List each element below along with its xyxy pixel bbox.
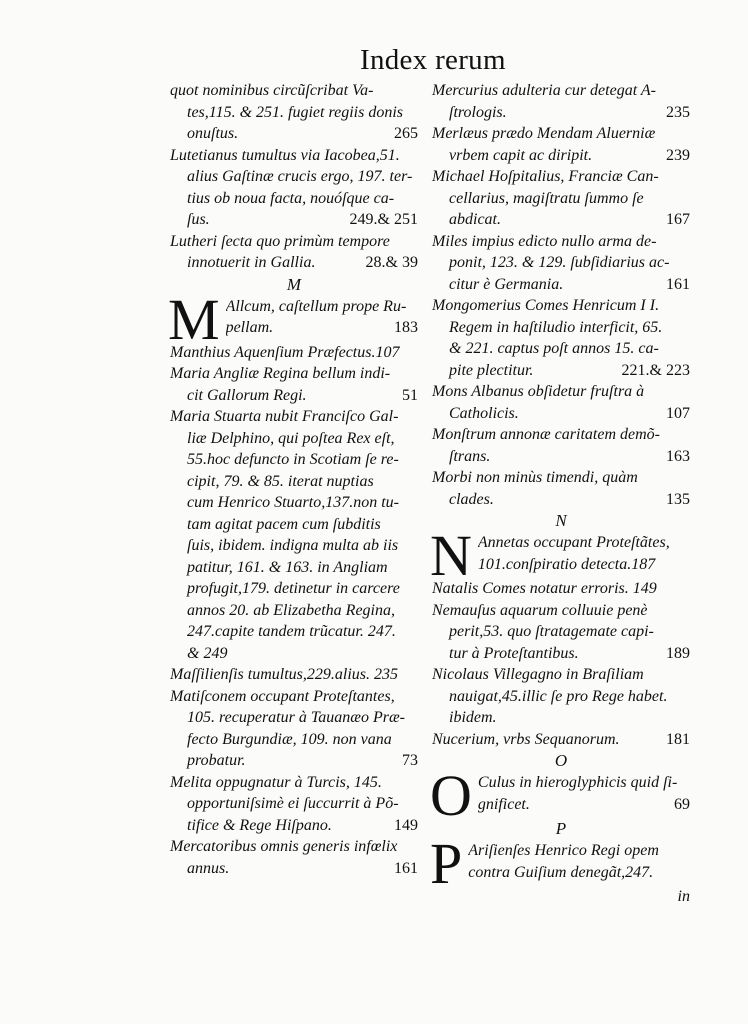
entry-text: Culus in hieroglyphicis quid ſi- <box>477 774 678 791</box>
index-entry-line <box>432 664 690 686</box>
index-entry-line <box>170 643 418 665</box>
index-entry-line <box>170 793 418 815</box>
entry-text: 101.conſpiratio detecta.187 <box>477 555 656 573</box>
entry-text: Lutetianus tumultus via Iacobea,51. <box>170 146 400 164</box>
entry-text: perit,53. quo ſtratagemate capi- <box>449 623 654 640</box>
index-entry-line <box>170 406 418 428</box>
entry-text: Morbi non minùs timendi, quàm <box>432 469 638 486</box>
entry-text: cum Henrico Stuarto,137.non tu- <box>187 494 399 511</box>
entry-text: Mons Albanus obſidetur fruſtra à <box>432 383 645 400</box>
entry-text: clades. <box>449 490 494 508</box>
entry-text: tur à Proteſtantibus. <box>449 644 579 662</box>
entry-text: & 249 <box>187 644 228 662</box>
index-entry-line <box>170 707 418 729</box>
page-reference: 249.& 251 <box>349 211 418 228</box>
entry-text: Matiſconem occupant Proteſtantes, <box>170 687 395 705</box>
entry-text: Lutheri ſecta quo primùm tempore <box>170 232 390 250</box>
index-entry-line <box>432 729 690 751</box>
index-entry <box>432 578 690 600</box>
index-entry <box>170 342 418 364</box>
index-entry-line <box>432 600 690 622</box>
index-entry-line <box>432 252 690 274</box>
index-column-left <box>170 80 418 879</box>
index-entry-line <box>170 492 418 514</box>
index-entry-line <box>478 794 690 816</box>
page-reference: 235 <box>666 103 690 121</box>
index-entry <box>170 80 418 145</box>
index-entry-line <box>478 532 690 554</box>
index-entry-line <box>432 231 690 253</box>
index-entry-line <box>170 80 418 102</box>
entry-text: Miles impius edicto nullo arma de- <box>432 232 657 250</box>
entry-text: Catholicis. <box>449 404 519 422</box>
index-entry-line <box>468 862 690 884</box>
page-reference: 161 <box>666 275 690 293</box>
letter-heading: M <box>286 274 302 294</box>
index-entry-line <box>170 428 418 450</box>
index-entry <box>432 381 690 424</box>
index-entry-line <box>170 145 418 167</box>
entry-text: ſtrans. <box>449 447 491 465</box>
index-entry-line <box>170 772 418 794</box>
index-entry <box>432 80 690 123</box>
index-entry-line <box>170 342 418 364</box>
page-header-title: Index rerum <box>360 44 506 76</box>
index-entry-line <box>170 471 418 493</box>
drop-cap: N <box>430 523 472 588</box>
entry-text: Maria Stuarta nubit Franciſco Gal- <box>170 408 399 425</box>
drop-cap: M <box>168 286 220 352</box>
entry-text: Nemauſus aquarum colluuie penè <box>432 601 648 619</box>
index-entry <box>432 166 690 231</box>
index-entry <box>432 600 690 665</box>
index-entry <box>170 231 418 274</box>
index-entry-line <box>432 102 690 124</box>
index-entry-line <box>432 643 690 665</box>
catchword: in <box>677 888 690 905</box>
page-reference: 161 <box>394 859 418 877</box>
index-entry-line <box>432 80 690 102</box>
page-reference: 167 <box>666 211 690 228</box>
entry-text: abdicat. <box>449 211 501 228</box>
entry-text: profugit,179. detinetur in carcere <box>187 580 400 597</box>
entry-text: Natalis Comes notatur erroris. 149 <box>432 580 657 597</box>
entry-text: & 221. captus poſt annos 15. ca- <box>449 340 659 357</box>
index-entry-line <box>170 729 418 751</box>
index-entry-line <box>468 840 690 862</box>
index-entry-line <box>432 467 690 489</box>
index-entry-line <box>170 514 418 536</box>
entry-text: tam agitat pacem cum ſubditis <box>187 515 381 533</box>
index-entry-line <box>170 449 418 471</box>
entry-text: ſtrologis. <box>449 103 507 121</box>
index-entry <box>430 831 690 896</box>
index-entry-line <box>170 686 418 708</box>
entry-text: liæ Delphino, qui poſtea Rex eſt, <box>187 429 395 447</box>
index-entry-line <box>170 209 418 231</box>
letter-heading: P <box>555 819 567 838</box>
index-entry-line <box>170 836 418 858</box>
index-entry <box>170 363 418 406</box>
entry-text: Annetas occupant Proteſtãtes, <box>477 534 670 551</box>
index-entry-line <box>170 363 418 385</box>
index-entry-line <box>432 188 690 210</box>
page-reference: 163 <box>666 447 690 465</box>
index-entry <box>430 763 690 828</box>
page-reference: 51 <box>402 386 418 404</box>
entry-text: 55.hoc defuncto in Scotiam ſe re- <box>187 451 399 468</box>
index-entry <box>170 836 418 879</box>
entry-text: 105. recuperatur à Tauanæo Præ- <box>187 709 405 726</box>
entry-text: Nicolaus Villegagno in Braſiliam <box>432 666 644 683</box>
index-entry-line <box>432 707 690 729</box>
index-entry-line <box>432 381 690 403</box>
index-entry <box>170 145 418 231</box>
entry-text: tius ob noua facta, nouóſque ca- <box>187 189 395 207</box>
entry-text: quot nominibus circũſcribat Va- <box>170 82 374 99</box>
entry-text: Mercatoribus omnis generis infœlix <box>170 838 398 855</box>
entry-text: ponit, 123. & 129. ſubſidiarius ac- <box>449 254 670 271</box>
index-entry-line <box>170 535 418 557</box>
entry-text: Maſſilienſis tumultus,229.alius. 235 <box>170 666 399 683</box>
index-entry-line <box>432 295 690 317</box>
entry-text: ſus. <box>187 211 210 228</box>
page-reference: 189 <box>666 644 690 662</box>
page-reference: 265 <box>394 125 418 142</box>
index-entry <box>432 467 690 510</box>
index-entry <box>432 231 690 296</box>
entry-text: patitur, 161. & 163. in Angliam <box>187 558 388 576</box>
index-entry-line <box>432 424 690 446</box>
index-entry-line <box>170 123 418 145</box>
entry-text: innotuerit in Gallia. <box>187 254 316 271</box>
entry-text: cellarius, magiſtratu ſummo ſe <box>449 189 644 207</box>
entry-text: annos 20. ab Elizabetha Regina, <box>187 601 395 619</box>
index-entry-line <box>432 145 690 167</box>
entry-text: probatur. <box>187 752 246 769</box>
index-entry <box>170 664 418 686</box>
index-entry-line <box>432 578 690 600</box>
entry-text: alius Gaſtinæ crucis ergo, 197. ter- <box>187 168 413 185</box>
index-entry-line <box>170 166 418 188</box>
index-entry-line <box>170 621 418 643</box>
index-entry-line <box>170 102 418 124</box>
index-entry-line <box>432 317 690 339</box>
index-entry-line <box>226 317 418 339</box>
entry-text: annus. <box>187 859 230 877</box>
index-entry-line <box>432 360 690 382</box>
index-entry-line <box>170 858 418 880</box>
page-reference: 181 <box>666 730 690 748</box>
entry-text: onuſtus. <box>187 125 239 142</box>
entry-text: Ariſienſes Henrico Regi opem <box>468 842 659 859</box>
entry-text: gnificet. <box>477 795 530 813</box>
index-entry-line <box>170 600 418 622</box>
index-entry-line <box>170 664 418 686</box>
entry-text: Merlæus prædo Mendam Aluerniæ <box>432 125 656 142</box>
entry-text: Manthius Aquenſium Præfectus.107 <box>170 343 400 361</box>
page-reference: 135 <box>666 490 690 508</box>
index-entry-line <box>170 385 418 407</box>
index-entry <box>170 772 418 837</box>
index-entry-line <box>170 557 418 579</box>
index-entry <box>432 295 690 381</box>
index-entry-line <box>170 815 418 837</box>
page-reference: 221.& 223 <box>621 361 690 379</box>
entry-text: Monſtrum annonæ caritatem demõ- <box>432 426 660 443</box>
index-entry <box>432 664 690 729</box>
page-reference: 69 <box>674 795 690 813</box>
drop-cap: O <box>430 763 472 828</box>
index-entry-line <box>432 403 690 425</box>
entry-text: Mercurius adulteria cur detegat A- <box>432 82 656 99</box>
index-entry-line <box>170 252 418 274</box>
page-reference: 149 <box>394 816 418 834</box>
index-entry-line <box>170 750 418 772</box>
entry-text: vrbem capit ac diripit. <box>449 146 593 164</box>
index-entry-line <box>432 123 690 145</box>
entry-text: citur è Germania. <box>449 275 564 293</box>
entry-text: cipit, 79. & 85. iterat nuptias <box>187 472 374 490</box>
index-entry <box>430 523 690 588</box>
entry-text: contra Guiſium denegãt,247. <box>468 863 654 881</box>
page-reference: 239 <box>666 146 690 164</box>
index-entry-line <box>432 274 690 296</box>
entry-text: fecto Burgundiæ, 109. non vana <box>187 730 392 748</box>
page-reference: 107 <box>666 404 690 422</box>
entry-text: ibidem. <box>449 709 497 726</box>
entry-text: Mongomerius Comes Henricum I I. <box>432 297 660 314</box>
letter-heading: N <box>555 511 567 530</box>
entry-text: tifice & Rege Hiſpano. <box>187 816 332 834</box>
page-reference: 183 <box>394 319 418 336</box>
index-column-right <box>432 80 690 908</box>
index-entry <box>432 123 690 166</box>
entry-text: ſuis, ibidem. indigna multa ab iis <box>187 537 399 554</box>
index-entry-line <box>478 554 690 576</box>
entry-text: pite plectitur. <box>449 361 534 379</box>
entry-text: cit Gallorum Regi. <box>187 386 307 404</box>
index-entry-line <box>432 446 690 468</box>
entry-text: Michael Hoſpitalius, Franciæ Can- <box>432 168 659 185</box>
entry-text: nauigat,45.illic ſe pro Rege habet. <box>449 687 668 705</box>
index-entry-line <box>432 338 690 360</box>
entry-text: opportuniſsimè ei ſuccurrit à Põ- <box>187 795 399 812</box>
index-entry-line <box>432 686 690 708</box>
entry-text: Maria Angliæ Regina bellum indi- <box>170 365 391 382</box>
index-entry <box>432 424 690 467</box>
index-entry-line <box>478 772 690 794</box>
entry-text: Allcum, caſtellum prope Ru- <box>225 297 407 315</box>
entry-text: tes,115. & 251. fugiet regiis donis <box>187 103 403 121</box>
index-entry-line <box>432 166 690 188</box>
index-entry-line <box>432 489 690 511</box>
entry-text: 247.capite tandem trũcatur. 247. <box>187 623 396 640</box>
index-entry <box>170 406 418 664</box>
index-entry-line <box>170 578 418 600</box>
index-entry <box>432 729 690 751</box>
page-reference: 28.& 39 <box>365 254 418 271</box>
index-entry-line <box>432 209 690 231</box>
index-entry-line <box>170 231 418 253</box>
letter-heading: O <box>554 751 568 770</box>
entry-text: Melita oppugnatur à Turcis, 145. <box>170 773 382 791</box>
drop-cap: P <box>430 831 463 896</box>
entry-text: pellam. <box>225 319 274 336</box>
index-entry-line <box>170 188 418 210</box>
index-entry-line <box>226 296 418 318</box>
page-reference: 73 <box>402 752 418 769</box>
index-entry-line <box>432 621 690 643</box>
entry-text: Regem in haſtiludio interficit, 65. <box>449 318 663 336</box>
index-entry <box>170 686 418 772</box>
entry-text: Nucerium, vrbs Sequanorum. <box>432 730 620 748</box>
